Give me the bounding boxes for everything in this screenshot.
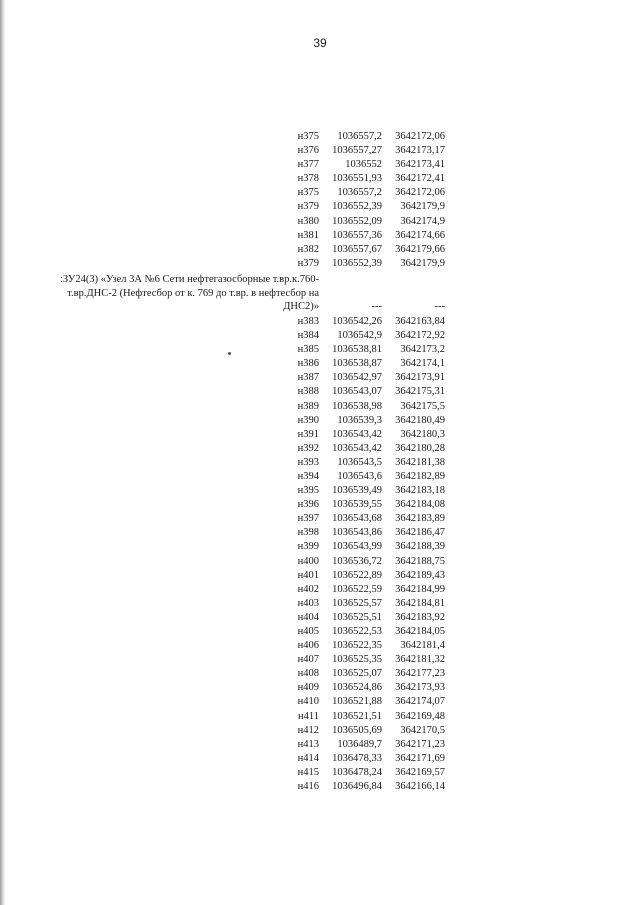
point-id: н383: [297, 315, 319, 327]
x-coordinate: 1036478,33: [332, 752, 382, 764]
x-coordinate: 1036496,84: [332, 781, 382, 793]
coordinate-row: [0, 400, 640, 414]
x-coordinate: 1036521,51: [332, 710, 382, 722]
x-coordinate: 1036525,51: [332, 611, 382, 623]
coordinate-row: [0, 229, 640, 243]
x-coordinate: 1036543,5: [337, 456, 382, 468]
coordinate-row: [0, 780, 640, 794]
y-coordinate: 3642173,2: [400, 344, 445, 356]
point-id: н376: [297, 145, 319, 157]
x-coordinate: 1036551,93: [332, 173, 382, 185]
point-id: н375: [297, 131, 319, 142]
coordinate-row: [0, 144, 640, 158]
x-coordinate: 1036543,68: [332, 513, 382, 525]
point-id: н386: [297, 358, 319, 370]
x-coordinate: 1036552,39: [332, 257, 382, 269]
x-coordinate: 1036539,55: [332, 499, 382, 511]
section-caption: :ЗУ24(3) «Узел 3А №6 Сети нефтегазосборные т.вр.к.760-т.вр.ДНС-2 (Нефтесбор от к. 769 до т.вр. в нефтесбор на ДНС2)»: [60, 273, 319, 313]
y-coordinate: 3642171,23: [395, 738, 445, 750]
y-coordinate: 3642180,28: [395, 442, 445, 454]
coordinate-row: [0, 738, 640, 752]
y-coordinate: 3642181,32: [395, 654, 445, 666]
coordinate-row: [0, 329, 640, 343]
point-id: н388: [297, 386, 319, 398]
coordinate-row: [0, 625, 640, 639]
y-coordinate: 3642180,3: [400, 428, 445, 440]
point-id: н405: [297, 626, 319, 637]
y-coordinate: 3642174,1: [400, 358, 445, 370]
point-id: н412: [297, 724, 319, 736]
coordinate-row: [0, 470, 640, 484]
point-id: н387: [297, 372, 319, 384]
point-id: н384: [297, 330, 319, 342]
point-id: н413: [297, 738, 319, 750]
point-id: н385: [297, 344, 319, 356]
y-coordinate: 3642184,99: [395, 583, 445, 595]
point-id: н399: [297, 541, 319, 553]
y-coordinate: 3642186,47: [395, 527, 445, 539]
x-coordinate: 1036538,81: [332, 344, 382, 356]
x-coordinate: 1036552,39: [332, 201, 382, 213]
coordinate-row: [0, 315, 640, 329]
coordinate-row: [0, 710, 640, 724]
x-coordinate: 1036521,88: [332, 696, 382, 708]
coordinate-row: [0, 667, 640, 681]
y-coordinate: 3642182,89: [395, 470, 445, 482]
point-id: н397: [297, 513, 319, 525]
coordinate-row: [0, 540, 640, 554]
coordinate-group-1: [0, 130, 640, 271]
coordinate-row: [0, 414, 640, 428]
y-coordinate: 3642170,5: [400, 724, 445, 736]
x-coordinate: 1036557,2: [337, 131, 382, 142]
y-coordinate: 3642188,39: [395, 541, 445, 553]
x-coordinate: 1036505,69: [332, 724, 382, 736]
section-x-dash: ---: [371, 300, 382, 312]
x-coordinate: 1036539,3: [337, 414, 382, 426]
coordinates-table: [0, 130, 640, 794]
coordinate-row: [0, 681, 640, 695]
coordinate-row: [0, 215, 640, 229]
coordinate-row: [0, 569, 640, 583]
x-coordinate: 1036557,2: [337, 187, 382, 199]
coordinate-row: [0, 583, 640, 597]
x-coordinate: 1036543,07: [332, 386, 382, 398]
point-id: н394: [297, 470, 319, 482]
y-coordinate: 3642173,41: [395, 159, 445, 171]
x-coordinate: 1036525,35: [332, 654, 382, 666]
section-y-dash: ---: [434, 300, 445, 312]
point-id: н396: [297, 499, 319, 511]
x-coordinate: 1036524,86: [332, 682, 382, 694]
y-coordinate: 3642173,17: [395, 145, 445, 157]
y-coordinate: 3642181,38: [395, 456, 445, 468]
y-coordinate: 3642175,5: [400, 400, 445, 412]
coordinate-row: [0, 695, 640, 709]
x-coordinate: 1036489,7: [337, 738, 382, 750]
coordinate-row: [0, 200, 640, 214]
x-coordinate: 1036542,9: [337, 330, 382, 342]
x-coordinate: 1036543,6: [337, 470, 382, 482]
point-id: н416: [297, 781, 319, 793]
y-coordinate: 3642173,91: [395, 372, 445, 384]
y-coordinate: 3642177,23: [395, 668, 445, 680]
point-id: н382: [297, 243, 319, 255]
y-coordinate: 3642163,84: [395, 315, 445, 327]
point-id: н379: [297, 201, 319, 213]
y-coordinate: 3642174,66: [395, 229, 445, 241]
y-coordinate: 3642166,14: [395, 781, 445, 793]
point-id: н404: [297, 611, 319, 623]
coordinate-row: [0, 752, 640, 766]
point-id: н378: [297, 173, 319, 185]
y-coordinate: 3642172,06: [395, 187, 445, 199]
point-id: н377: [297, 159, 319, 171]
y-coordinate: 3642183,89: [395, 513, 445, 525]
coordinate-row: [0, 498, 640, 512]
y-coordinate: 3642188,75: [395, 555, 445, 567]
y-coordinate: 3642174,07: [395, 696, 445, 708]
x-coordinate: 1036543,86: [332, 527, 382, 539]
y-coordinate: 3642179,9: [400, 257, 445, 269]
point-id: н380: [297, 215, 319, 227]
point-id: н400: [297, 555, 319, 567]
x-coordinate: 1036543,42: [332, 442, 382, 454]
x-coordinate: 1036542,26: [332, 315, 382, 327]
point-id: н401: [297, 569, 319, 581]
x-coordinate: 1036557,67: [332, 243, 382, 255]
coordinate-row: [0, 385, 640, 399]
point-id: н390: [297, 414, 319, 426]
y-coordinate: 3642189,43: [395, 569, 445, 581]
coordinate-row: [0, 371, 640, 385]
x-coordinate: 1036522,35: [332, 640, 382, 652]
x-coordinate: 1036543,42: [332, 428, 382, 440]
point-id: н406: [297, 640, 319, 652]
coordinate-row: [0, 526, 640, 540]
coordinate-row: [0, 243, 640, 257]
y-coordinate: 3642172,92: [395, 330, 445, 342]
point-id: н381: [297, 229, 319, 241]
y-coordinate: 3642184,08: [395, 499, 445, 511]
point-id: н393: [297, 456, 319, 468]
point-id: н389: [297, 400, 319, 412]
coordinate-row: [0, 653, 640, 667]
coordinate-row: [0, 766, 640, 780]
y-coordinate: 3642169,57: [395, 766, 445, 778]
coordinate-row: [0, 639, 640, 653]
x-coordinate: 1036536,72: [332, 555, 382, 567]
x-coordinate: 1036557,36: [332, 229, 382, 241]
y-coordinate: 3642173,93: [395, 682, 445, 694]
point-id: н375: [297, 187, 319, 199]
x-coordinate: 1036538,98: [332, 400, 382, 412]
y-coordinate: 3642172,06: [395, 131, 445, 142]
y-coordinate: 3642172,41: [395, 173, 445, 185]
coordinate-row: [0, 257, 640, 271]
x-coordinate: 1036522,89: [332, 569, 382, 581]
coordinate-row: [0, 611, 640, 625]
point-id: н415: [297, 766, 319, 778]
x-coordinate: 1036525,57: [332, 597, 382, 609]
point-id: н392: [297, 442, 319, 454]
x-coordinate: 1036552: [345, 159, 382, 171]
coordinate-row: [0, 512, 640, 526]
x-coordinate: 1036478,24: [332, 766, 382, 778]
coordinate-row: [0, 484, 640, 498]
coordinate-row: [0, 456, 640, 470]
y-coordinate: 3642179,66: [395, 243, 445, 255]
y-coordinate: 3642179,9: [400, 201, 445, 213]
y-coordinate: 3642183,18: [395, 485, 445, 497]
y-coordinate: 3642183,92: [395, 611, 445, 623]
x-coordinate: 1036542,97: [332, 372, 382, 384]
y-coordinate: 3642184,05: [395, 626, 445, 637]
coordinate-row: [0, 597, 640, 611]
y-coordinate: 3642175,31: [395, 386, 445, 398]
x-coordinate: 1036552,09: [332, 215, 382, 227]
coordinate-row: [0, 357, 640, 371]
point-id: н398: [297, 527, 319, 539]
coordinate-row: [0, 724, 640, 738]
y-coordinate: 3642174,9: [400, 215, 445, 227]
point-id: н414: [297, 752, 319, 764]
point-id: н410: [297, 696, 319, 708]
x-coordinate: 1036557,27: [332, 145, 382, 157]
coordinate-row: [0, 442, 640, 456]
point-id: н409: [297, 682, 319, 694]
coordinate-row: [0, 428, 640, 442]
coordinate-row: [0, 130, 640, 144]
x-coordinate: 1036522,59: [332, 583, 382, 595]
point-id: н391: [297, 428, 319, 440]
x-coordinate: 1036543,99: [332, 541, 382, 553]
x-coordinate: 1036525,07: [332, 668, 382, 680]
y-coordinate: 3642181,4: [400, 640, 445, 652]
point-id: н395: [297, 485, 319, 497]
coordinate-row: [0, 555, 640, 569]
y-coordinate: 3642180,49: [395, 414, 445, 426]
point-id: н407: [297, 654, 319, 666]
point-id: н379: [297, 257, 319, 269]
coordinate-row: [0, 172, 640, 186]
point-id: н402: [297, 583, 319, 595]
coordinate-row: [0, 158, 640, 172]
x-coordinate: 1036538,87: [332, 358, 382, 370]
coordinate-group-2: [0, 315, 640, 794]
point-id: н411: [298, 710, 319, 722]
coordinate-row: [0, 343, 640, 357]
section-heading: [0, 271, 640, 315]
x-coordinate: 1036539,49: [332, 485, 382, 497]
y-coordinate: 3642184,81: [395, 597, 445, 609]
coordinate-row: [0, 186, 640, 200]
page-number: 39: [313, 36, 327, 50]
y-coordinate: 3642171,69: [395, 752, 445, 764]
point-id: н403: [297, 597, 319, 609]
x-coordinate: 1036522,53: [332, 626, 382, 637]
y-coordinate: 3642169,48: [395, 710, 445, 722]
point-id: н408: [297, 668, 319, 680]
